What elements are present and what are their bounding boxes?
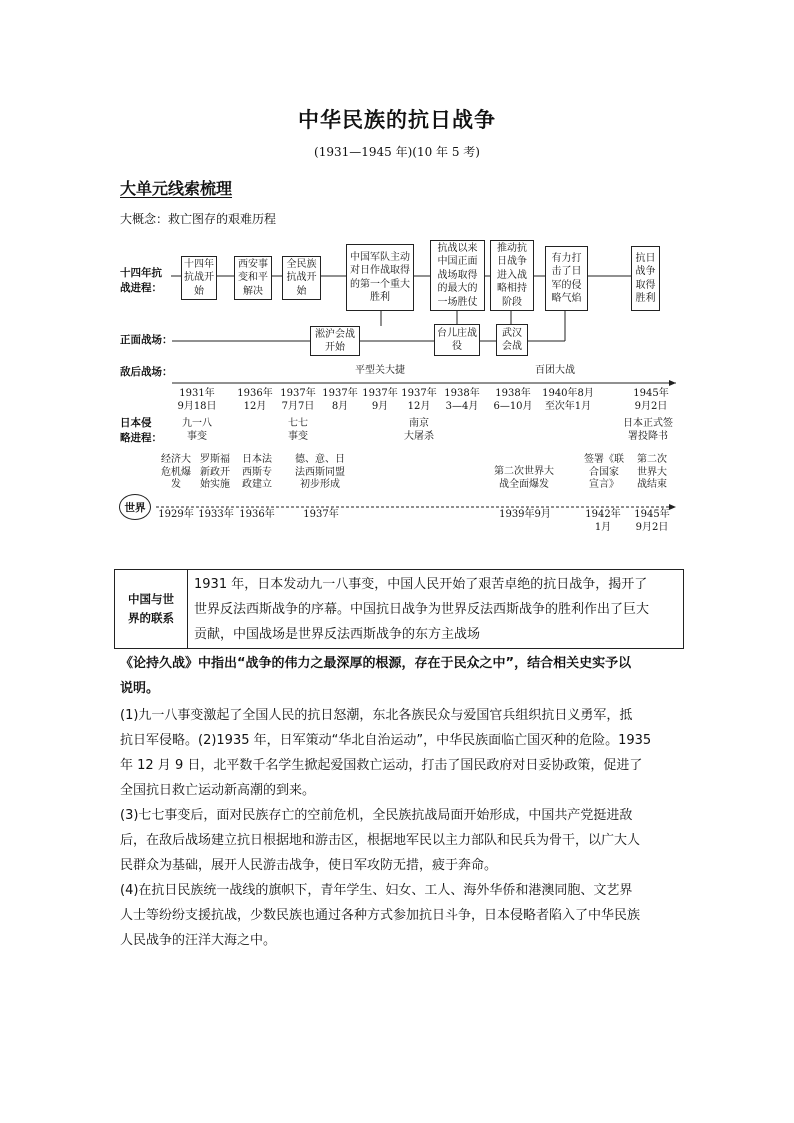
answer-line: 民群众为基础，展开人民游击战争，使日军攻防无措，疲于奔命。 (120, 858, 498, 873)
link-table-body (188, 570, 683, 648)
world-label: 世界 (124, 501, 146, 514)
world-event-japan-fascism: 日本法 西斯专 政建立 (242, 454, 272, 490)
big-concept: 大概念：救亡图存的艰难历程 (120, 212, 277, 226)
world-event-axis: 德、意、日 法西斯同盟 初步形成 (295, 454, 345, 490)
rear-event-pingxingguan: 平型关大捷 (355, 365, 405, 376)
date-1945: 1945年 9月2日 (633, 388, 669, 412)
section-title: 大单元线索梳理 (120, 179, 233, 198)
world-event-new-deal: 罗斯福 新政开 始实施 (200, 454, 230, 490)
link-line: 1931 年，日本发动九一八事变，中国人民开始了艰苦卓绝的抗日战争，揭开了 (194, 577, 648, 592)
answer-line: (1)九一八事变激起了全国人民的抗日怒潮，东北各族民众与爱国官兵组织抗日义勇军，抵 (120, 708, 633, 723)
front-box-songhu: 淞沪会战开始 (310, 326, 360, 356)
link-line: 世界反法西斯战争的序幕。中国抗日战争为世界反法西斯战争的胜利作出了巨大 (194, 602, 650, 617)
japan-row-label: 日本侵 略进程： (120, 417, 162, 444)
date-1938-mar: 1938年 3—4月 (444, 388, 480, 412)
process-box-1931: 十四年抗战开始 (181, 256, 217, 300)
timeline-diagram (0, 0, 794, 560)
world-date-1929: 1929年 (158, 509, 194, 520)
front-box-wuhan: 武汉会战 (496, 324, 528, 356)
link-table-header: 中国与世 界的联系 (115, 570, 188, 648)
date-1938-jun: 1938年 6—10月 (493, 388, 533, 412)
answer-line: 抗日军侵略。(2)1935 年，日军策动“华北自治运动”，中华民族面临亡国灭种的危险。1935 (120, 733, 652, 748)
world-event-depression: 经济大 危机爆 发 (161, 454, 191, 490)
process-box-1945: 抗日战争取得胜利 (631, 246, 660, 311)
world-date-1945: 1945年 9月2日 (634, 509, 670, 533)
answer-line: 全国抗日救亡运动新高潮的到来。 (120, 783, 316, 798)
process-box-1938-taierzhuang: 抗战以来中国正面战场取得的最大的一场胜仗 (430, 240, 485, 311)
answer-text (120, 703, 680, 953)
japan-event-77: 七七 事变 (288, 418, 308, 442)
answer-line: 人士等纷纷支援抗战，少数民族也通过各种方式参加抗日斗争，日本侵略者陷入了中华民族 (120, 908, 641, 923)
process-row-label: 十四年抗 战进程： (120, 267, 162, 294)
answer-line: 年 12 月 9 日，北平数千名学生掀起爱国救亡运动，打击了国民政府对日妥协政策，促进了 (120, 758, 643, 773)
date-1937-sep: 1937年 9月 (362, 388, 398, 412)
date-1937-dec: 1937年 12月 (401, 388, 437, 412)
world-date-1942: 1942年 1月 (585, 509, 621, 533)
page-subtitle: (1931—1945 年)(10 年 5 考) (314, 145, 480, 159)
world-event-ww2-start: 第二次世界大 战全面爆发 (494, 466, 554, 490)
world-date-1939: 1939年9月 (499, 509, 551, 520)
link-line: 贡献，中国战场是世界反法西斯战争的东方主战场 (194, 627, 481, 642)
process-box-1937-jul: 全民族抗战开始 (282, 256, 321, 300)
date-1931: 1931年 9月18日 (177, 388, 217, 412)
answer-line: 人民战争的汪洋大海之中。 (120, 933, 277, 948)
question-text: 《论持久战》中指出“战争的伟力之最深厚的根源，存在于民众之中”，结合相关史实予以 说明。 (120, 656, 632, 696)
world-date-1937: 1937年 (303, 509, 339, 520)
process-box-1940: 有力打击了日军的侵略气焰 (545, 246, 588, 311)
china-world-link-table (114, 569, 684, 649)
answer-line: (3)七七事变后，面对民族存亡的空前危机，全民族抗战局面开始形成，中国共产党挺进敌 (120, 808, 633, 823)
world-event-ww2-end: 第二次 世界大 战结束 (637, 454, 667, 490)
page-title: 中华民族的抗日战争 (298, 108, 496, 132)
date-1936: 1936年 12月 (237, 388, 273, 412)
japan-event-918: 九一八 事变 (182, 418, 212, 442)
date-1937-jul: 1937年 7月7日 (280, 388, 316, 412)
world-date-1933: 1933年 (198, 509, 234, 520)
rear-event-baituan: 百团大战 (535, 365, 575, 376)
date-1940: 1940年8月 至次年1月 (542, 388, 594, 412)
front-row-label: 正面战场： (120, 334, 173, 346)
front-box-taierzhuang: 台儿庄战役 (434, 324, 480, 356)
date-1937-aug: 1937年 8月 (322, 388, 358, 412)
world-date-1936: 1936年 (239, 509, 275, 520)
japan-event-surrender: 日本正式签 署投降书 (623, 418, 673, 442)
process-box-1936: 西安事变和平解决 (234, 256, 272, 300)
process-box-1937-sep: 中国军队主动对日作战取得的第一个重大胜利 (346, 244, 414, 311)
world-event-un-declaration: 签署《联 合国家 宣言》 (584, 454, 624, 490)
rear-row-label: 敌后战场： (120, 366, 173, 378)
world-circle (119, 494, 151, 520)
japan-event-nanjing: 南京 大屠杀 (404, 418, 434, 442)
answer-line: 后，在敌后战场建立抗日根据地和游击区，根据地军民以主力部队和民兵为骨干，以广大人 (120, 833, 641, 848)
process-box-1938-wuhan: 推动抗日战争进入战略相持阶段 (490, 240, 534, 311)
answer-line: (4)在抗日民族统一战线的旗帜下，青年学生、妇女、工人、海外华侨和港澳同胞、文艺界 (120, 883, 633, 898)
